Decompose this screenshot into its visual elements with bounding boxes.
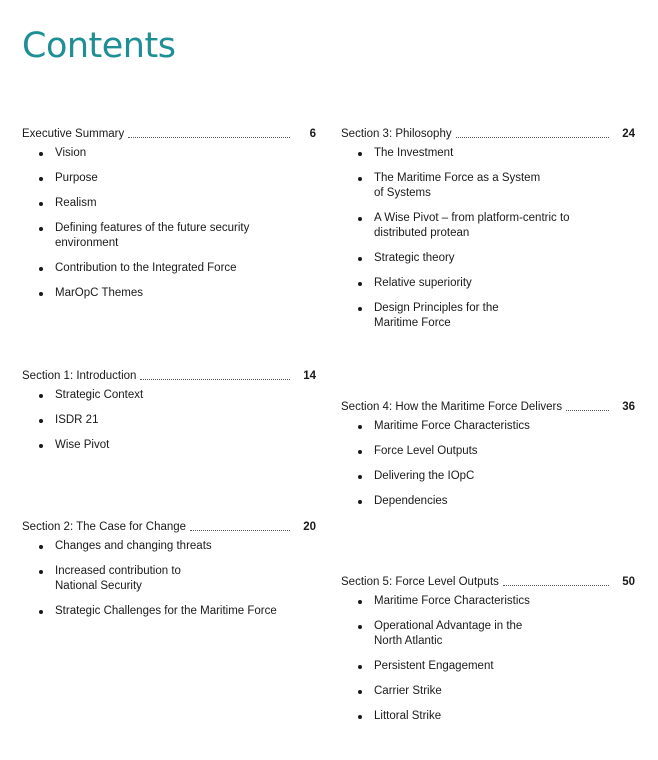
toc-item[interactable] — [22, 539, 316, 554]
toc-section-title: Section 3: Philosophy — [341, 128, 452, 140]
toc-item-label: Increased contribution to National Security — [55, 565, 181, 592]
toc-section-heading[interactable] — [341, 576, 635, 588]
toc-item-label: ISDR 21 — [55, 414, 99, 426]
toc-section-title: Section 5: Force Level Outputs — [341, 576, 499, 588]
toc-item-label: Maritime Force Characteristics — [374, 420, 530, 432]
toc-item[interactable] — [341, 146, 635, 161]
toc-item-label: Force Level Outputs — [374, 445, 478, 457]
toc-item-label: Defining features of the future security environment — [55, 222, 250, 249]
toc-item[interactable] — [22, 286, 316, 301]
toc-section — [22, 370, 316, 463]
toc-item-label: Contribution to the Integrated Force — [55, 262, 237, 274]
toc-item-label: The Maritime Force as a System of Systems — [374, 172, 541, 199]
toc-item-list — [341, 594, 635, 724]
toc-item[interactable] — [22, 388, 316, 403]
toc-item-label: Realism — [55, 197, 97, 209]
toc-item-label: A Wise Pivot – from platform-centric to distributed protean — [374, 212, 570, 239]
toc-item[interactable] — [341, 619, 635, 649]
toc-item-list — [341, 146, 635, 331]
toc-item-label: Strategic Context — [55, 389, 144, 401]
toc-page-number: 6 — [309, 128, 316, 140]
toc-item-label: Strategic Challenges for the Maritime Force — [55, 605, 277, 617]
toc-item[interactable] — [341, 684, 635, 699]
toc-item[interactable] — [22, 171, 316, 186]
toc-section-heading[interactable] — [341, 128, 635, 140]
toc-item[interactable] — [22, 196, 316, 211]
toc-page-number: 50 — [622, 576, 635, 588]
toc-item[interactable] — [341, 594, 635, 609]
toc-item-label: Dependencies — [374, 495, 448, 507]
toc-item[interactable] — [22, 438, 316, 453]
toc-item[interactable] — [341, 251, 635, 266]
toc-item[interactable] — [22, 146, 316, 161]
toc-item-list — [22, 539, 316, 619]
toc-item[interactable] — [341, 301, 635, 331]
dot-leader — [456, 128, 609, 138]
toc-section-heading[interactable] — [341, 401, 635, 413]
toc-section — [341, 576, 635, 734]
dot-leader — [503, 576, 609, 586]
toc-item-label: Strategic theory — [374, 252, 455, 264]
toc-item-list — [22, 146, 316, 301]
toc-item[interactable] — [341, 171, 635, 201]
toc-item[interactable] — [341, 444, 635, 459]
toc-item-list — [341, 419, 635, 509]
toc-item-label: Wise Pivot — [55, 439, 110, 451]
toc-item[interactable] — [341, 419, 635, 434]
toc-item-label: Carrier Strike — [374, 685, 442, 697]
toc-item-label: Littoral Strike — [374, 710, 442, 722]
toc-section-title: Section 4: How the Maritime Force Delivers — [341, 401, 563, 413]
toc-item[interactable] — [341, 659, 635, 674]
toc-item[interactable] — [22, 221, 316, 251]
toc-item-label: Design Principles for the Maritime Force — [374, 302, 499, 329]
toc-item-list — [22, 388, 316, 453]
toc-page-number: 14 — [303, 370, 316, 382]
toc-item[interactable] — [22, 413, 316, 428]
toc-item-label: Operational Advantage in the North Atlantic — [374, 620, 523, 647]
toc-item[interactable] — [341, 276, 635, 291]
toc-item[interactable] — [22, 604, 316, 619]
toc-section-title: Section 1: Introduction — [22, 370, 137, 382]
toc-section — [22, 128, 316, 311]
toc-item[interactable] — [341, 494, 635, 509]
toc-section — [22, 521, 316, 629]
toc-page-number: 20 — [303, 521, 316, 533]
toc-section — [341, 401, 635, 519]
toc-item-label: Changes and changing threats — [55, 540, 212, 552]
toc-section-heading[interactable] — [22, 521, 316, 533]
toc-item-label: Relative superiority — [374, 277, 472, 289]
toc-item-label: MarOpC Themes — [55, 287, 143, 299]
toc-item[interactable] — [22, 261, 316, 276]
toc-item-label: Delivering the IOpC — [374, 470, 475, 482]
toc-section-heading[interactable] — [22, 128, 316, 140]
toc-item[interactable] — [341, 469, 635, 484]
dot-leader — [566, 401, 609, 411]
page-title: Contents — [22, 26, 176, 66]
toc-page-number: 24 — [622, 128, 635, 140]
toc-section-title: Section 2: The Case for Change — [22, 521, 187, 533]
toc-item-label: The Investment — [374, 147, 454, 159]
toc-item-label: Vision — [55, 147, 87, 159]
dot-leader — [128, 128, 290, 138]
dot-leader — [190, 521, 290, 531]
toc-item-label: Purpose — [55, 172, 98, 184]
toc-page-number: 36 — [622, 401, 635, 413]
toc-item[interactable] — [22, 564, 316, 594]
toc-item-label: Maritime Force Characteristics — [374, 595, 530, 607]
toc-section-title: Executive Summary — [22, 128, 125, 140]
toc-item[interactable] — [341, 211, 635, 241]
toc-item-label: Persistent Engagement — [374, 660, 494, 672]
dot-leader — [140, 370, 290, 380]
toc-section-heading[interactable] — [22, 370, 316, 382]
toc-section — [341, 128, 635, 341]
toc-item[interactable] — [341, 709, 635, 724]
